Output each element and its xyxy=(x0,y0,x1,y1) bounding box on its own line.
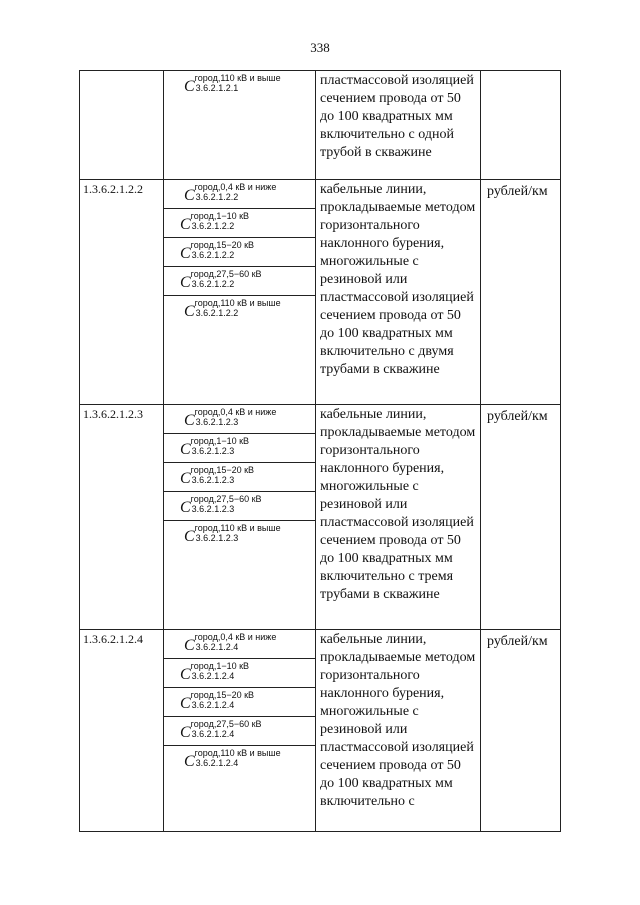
table-row xyxy=(80,405,561,630)
rate-formula: C город,0,4 кВ и ниже 3.6.2.1.2.4 xyxy=(184,632,277,654)
formula-superscript: город,27,5−60 кВ xyxy=(190,494,262,504)
row-unit: рублей/км xyxy=(481,630,561,832)
formula-subscript: 3.6.2.1.2.3 xyxy=(195,417,239,427)
formula-superscript: город,1−10 кВ xyxy=(190,436,250,446)
row-code: 1.3.6.2.1.2.2 xyxy=(80,180,164,405)
row-code: 1.3.6.2.1.2.3 xyxy=(80,405,164,630)
rate-formula: C город,110 кВ и выше 3.6.2.1.2.2 xyxy=(184,298,281,320)
rate-formula: C город,27,5−60 кВ 3.6.2.1.2.2 xyxy=(180,269,262,291)
formula-subscript: 3.6.2.1.2.2 xyxy=(191,279,235,289)
rate-formula: C город,15−20 кВ 3.6.2.1.2.2 xyxy=(180,240,255,262)
formula-cell xyxy=(164,630,316,832)
formula-cell xyxy=(164,180,316,405)
rate-formula: C город,1−10 кВ 3.6.2.1.2.2 xyxy=(180,211,250,233)
row-unit xyxy=(481,71,561,180)
rates-table xyxy=(79,70,561,832)
row-unit: рублей/км xyxy=(481,180,561,405)
row-description: кабельные линии, прокладываемые методом горизонтального наклонного бурения, многожильные с резиновой или пластмассовой изоляцией сечением провода от 50 до 100 квадратных мм включительно с тремя трубами в скважине xyxy=(316,405,481,630)
formula-cell xyxy=(164,405,316,630)
formula-item xyxy=(164,688,315,717)
formula-item xyxy=(164,492,315,521)
formula-item xyxy=(164,746,315,775)
rate-formula: C город,15−20 кВ 3.6.2.1.2.3 xyxy=(180,465,255,487)
formula-superscript: город,110 кВ и выше xyxy=(194,523,281,533)
formula-subscript: 3.6.2.1.2.4 xyxy=(191,671,235,681)
table-row xyxy=(80,180,561,405)
rate-formula: C город,110 кВ и выше 3.6.2.1.2.4 xyxy=(184,748,281,770)
table-row xyxy=(80,630,561,832)
formula-subscript: 3.6.2.1.2.3 xyxy=(191,446,235,456)
rate-formula: C город,0,4 кВ и ниже 3.6.2.1.2.3 xyxy=(184,407,277,429)
formula-item xyxy=(164,238,315,267)
row-code: 1.3.6.2.1.2.4 xyxy=(80,630,164,832)
formula-item xyxy=(164,630,315,659)
rate-formula: C город,15−20 кВ 3.6.2.1.2.4 xyxy=(180,690,255,712)
row-code xyxy=(80,71,164,180)
row-description: пластмассовой изоляцией сечением провода от 50 до 100 квадратных мм включительно с одной трубой в скважине xyxy=(316,71,481,180)
formula-superscript: город,15−20 кВ xyxy=(190,465,255,475)
formula-item xyxy=(164,434,315,463)
formula-item xyxy=(164,180,315,209)
formula-subscript: 3.6.2.1.2.3 xyxy=(195,533,239,543)
formula-cell xyxy=(164,71,316,180)
formula-superscript: город,0,4 кВ и ниже xyxy=(194,407,277,417)
formula-superscript: город,1−10 кВ xyxy=(190,661,250,671)
formula-subscript: 3.6.2.1.2.2 xyxy=(195,308,239,318)
formula-superscript: город,27,5−60 кВ xyxy=(190,269,262,279)
formula-item xyxy=(164,717,315,746)
formula-superscript: город,110 кВ и выше xyxy=(194,298,281,308)
formula-item xyxy=(164,71,315,99)
row-description: кабельные линии, прокладываемые методом горизонтального наклонного бурения, многожильные с резиновой или пластмассовой изоляцией сечением провода от 50 до 100 квадратных мм включительно с двумя трубами в скважине xyxy=(316,180,481,405)
formula-item xyxy=(164,209,315,238)
rate-formula: C город,110 кВ и выше 3.6.2.1.2.3 xyxy=(184,523,281,545)
rate-formula: C город,27,5−60 кВ 3.6.2.1.2.4 xyxy=(180,719,262,741)
formula-subscript: 3.6.2.1.2.2 xyxy=(191,221,235,231)
rate-formula: C город,1−10 кВ 3.6.2.1.2.4 xyxy=(180,661,250,683)
formula-superscript: город,27,5−60 кВ xyxy=(190,719,262,729)
formula-item xyxy=(164,659,315,688)
formula-superscript: город,110 кВ и выше xyxy=(194,748,281,758)
formula-subscript: 3.6.2.1.2.4 xyxy=(195,642,239,652)
formula-subscript: 3.6.2.1.2.2 xyxy=(191,250,235,260)
formula-superscript: город,0,4 кВ и ниже xyxy=(194,632,277,642)
formula-superscript: город,1−10 кВ xyxy=(190,211,250,221)
formula-subscript: 3.6.2.1.2.3 xyxy=(191,504,235,514)
page-number: 338 xyxy=(310,40,330,55)
formula-superscript: город,0,4 кВ и ниже xyxy=(194,182,277,192)
row-unit: рублей/км xyxy=(481,405,561,630)
formula-superscript: город,110 кВ и выше xyxy=(194,73,281,83)
formula-superscript: город,15−20 кВ xyxy=(190,690,255,700)
formula-subscript: 3.6.2.1.2.2 xyxy=(195,192,239,202)
formula-subscript: 3.6.2.1.2.1 xyxy=(195,83,239,93)
formula-item xyxy=(164,463,315,492)
rate-formula: C город,1−10 кВ 3.6.2.1.2.3 xyxy=(180,436,250,458)
formula-subscript: 3.6.2.1.2.4 xyxy=(195,758,239,768)
rate-formula: C город,0,4 кВ и ниже 3.6.2.1.2.2 xyxy=(184,182,277,204)
rate-formula: C город,110 кВ и выше 3.6.2.1.2.1 xyxy=(184,73,281,95)
formula-superscript: город,15−20 кВ xyxy=(190,240,255,250)
formula-item xyxy=(164,405,315,434)
table-row xyxy=(80,71,561,180)
rate-formula: C город,27,5−60 кВ 3.6.2.1.2.3 xyxy=(180,494,262,516)
formula-subscript: 3.6.2.1.2.3 xyxy=(191,475,235,485)
formula-item xyxy=(164,267,315,296)
formula-subscript: 3.6.2.1.2.4 xyxy=(191,729,235,739)
formula-item xyxy=(164,521,315,550)
formula-item xyxy=(164,296,315,325)
row-description: кабельные линии, прокладываемые методом горизонтального наклонного бурения, многожильные с резиновой или пластмассовой изоляцией сечением провода от 50 до 100 квадратных мм включительно с xyxy=(316,630,481,832)
formula-subscript: 3.6.2.1.2.4 xyxy=(191,700,235,710)
